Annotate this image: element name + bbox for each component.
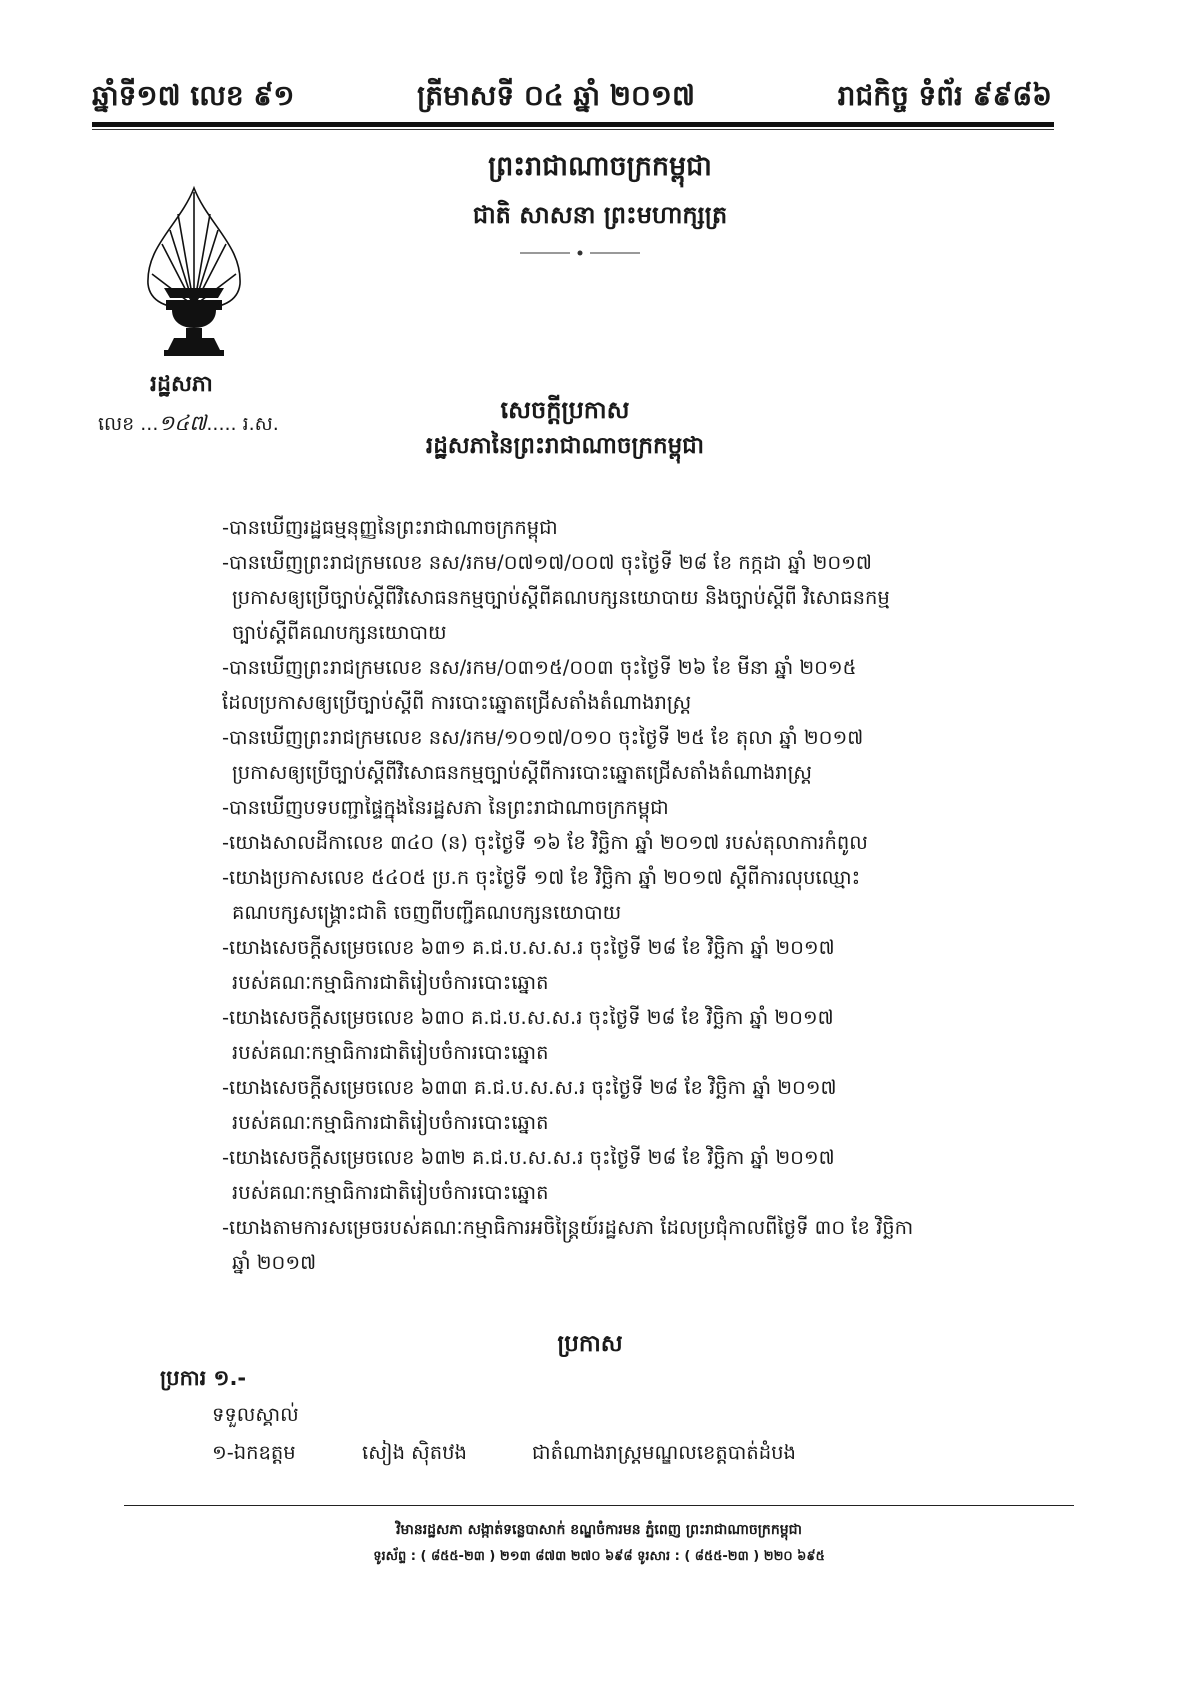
- footer-phones: ទូរស័ព្ទ : ( ៨៥៥-២៣ ) ២១៣ ៨៧៣ ២៧០ ៦៩៨ ទូរសារ : ( ៨៥៥-២៣ ) ២២០ ៦៩៥: [373, 1549, 825, 1564]
- header-year-issue: ឆ្នាំទី១៧ លេខ ៩១: [92, 79, 295, 112]
- ref-number-handwritten: ១៤៧: [158, 411, 207, 435]
- announcement-subtitle: រដ្ឋសភានៃព្រះរាជាណាចក្រកម្ពុជា: [425, 433, 705, 459]
- consideration-line: ដែលប្រកាសឲ្យប្រើច្បាប់ស្តីពី ការបោះឆ្នោតជ្រើសតាំងតំណាងរាស្ត្រ: [222, 691, 692, 714]
- considerations-list: [222, 510, 1022, 1280]
- header-rule-thin: [92, 129, 1054, 130]
- article-item: [212, 1440, 962, 1470]
- consideration-line: ប្រកាសឲ្យប្រើច្បាប់ស្តីពីវិសោធនកម្មច្បាប់ស្តីពីគណបក្សនយោបាយ និងច្បាប់ស្តីពី វិសោធនកម្ម: [232, 586, 890, 609]
- consideration-line: របស់គណៈកម្មាធិការជាតិរៀបចំការបោះឆ្នោត: [232, 971, 549, 994]
- consideration-line: ឆ្នាំ ២០១៧: [232, 1251, 317, 1274]
- announcement-title: សេចក្តីប្រកាស: [500, 396, 630, 424]
- consideration-line: -យោងសេចក្តីសម្រេចលេខ ៦៣១ គ.ជ.ប.ស.ស.រ ចុះថ្ងៃទី ២៨ ខែ វិច្ឆិកា ឆ្នាំ ២០១៧: [222, 936, 835, 959]
- consideration-line: -យោងសេចក្តីសម្រេចលេខ ៦៣៣ គ.ជ.ប.ស.ស.រ ចុះថ្ងៃទី ២៨ ខែ វិច្ឆិកា ឆ្នាំ ២០១៧: [222, 1076, 837, 1099]
- national-assembly-emblem-icon: [142, 184, 246, 360]
- header-rule-thick: [92, 122, 1054, 127]
- consideration-line: -យោងសេចក្តីសម្រេចលេខ ៦៣២ គ.ជ.ប.ស.ស.រ ចុះថ្ងៃទី ២៨ ខែ វិច្ឆិកា ឆ្នាំ ២០១៧: [222, 1146, 835, 1169]
- header-quarter: ត្រីមាសទី ០៤ ឆ្នាំ ២០១៧: [417, 79, 695, 112]
- consideration-line: របស់គណៈកម្មាធិការជាតិរៀបចំការបោះឆ្នោត: [232, 1181, 549, 1204]
- announce-heading: ប្រកាស: [557, 1331, 623, 1357]
- consideration-line: ច្បាប់ស្តីពីគណបក្សនយោបាយ: [232, 621, 447, 644]
- consideration-line: -យោងតាមការសម្រេចរបស់គណៈកម្មាធិការអចិន្ត្រៃយ៍រដ្ឋសភា ដែលប្រជុំកាលពីថ្ងៃទី ៣០ ខែ វិច្ឆិកា: [222, 1216, 914, 1239]
- footer-address: វិមានរដ្ឋសភា សង្កាត់ទន្លេបាសាក់ ខណ្ឌចំការមន ភ្នំពេញ ព្រះរាជាណាចក្រកម្ពុជា: [396, 1522, 802, 1538]
- article-label: ប្រការ ១.-: [160, 1366, 247, 1390]
- gazette-header: [92, 78, 1052, 118]
- motto-ornament-icon: [520, 248, 640, 258]
- consideration-line: -បានឃើញបទបញ្ជាផ្ទៃក្នុងនៃរដ្ឋសភា នៃព្រះរាជាណាចក្រកម្ពុជា: [222, 796, 669, 819]
- consideration-line: របស់គណៈកម្មាធិការជាតិរៀបចំការបោះឆ្នោត: [232, 1111, 549, 1134]
- kingdom-name: ព្រះរាជាណាចក្រកម្ពុជា: [488, 151, 712, 182]
- national-motto: ជាតិ សាសនា ព្រះមហាក្សត្រ: [472, 201, 728, 229]
- consideration-line: -បានឃើញព្រះរាជក្រមលេខ នស/រកម/០៧១៧/០០៧ ចុះថ្ងៃទី ២៨ ខែ កក្កដា ឆ្នាំ ២០១៧: [222, 551, 872, 574]
- consideration-line: -បានឃើញព្រះរាជក្រមលេខ នស/រកម/១០១៧/០១០ ចុះថ្ងៃទី ២៥ ខែ តុលា ឆ្នាំ ២០១៧: [222, 726, 864, 749]
- consideration-line: -យោងសេចក្តីសម្រេចលេខ ៦៣០ គ.ជ.ប.ស.ស.រ ចុះថ្ងៃទី ២៨ ខែ វិច្ឆិកា ឆ្នាំ ២០១៧: [222, 1006, 834, 1029]
- consideration-line: ប្រកាសឲ្យប្រើច្បាប់ស្តីពីវិសោធនកម្មច្បាប់ស្តីពីការបោះឆ្នោតជ្រើសតាំងតំណាងរាស្ត្រ: [232, 761, 812, 784]
- consideration-line: របស់គណៈកម្មាធិការជាតិរៀបចំការបោះឆ្នោត: [232, 1041, 549, 1064]
- consideration-line: -បានឃើញរដ្ឋធម្មនុញ្ញនៃព្រះរាជាណាចក្រកម្ពុជា: [222, 516, 558, 539]
- item-role: ជាតំណាងរាស្ត្រមណ្ឌលខេត្តបាត់ដំបង: [532, 1441, 796, 1464]
- consideration-line: -យោងប្រកាសលេខ ៥៤០៥ ប្រ.ក ចុះថ្ងៃទី ១៧ ខែ វិច្ឆិកា ឆ្នាំ ២០១៧ ស្តីពីការលុបឈ្មោះ: [222, 866, 861, 889]
- consideration-line: គណបក្សសង្គ្រោះជាតិ ចេញពីបញ្ជីគណបក្សនយោបាយ: [232, 901, 622, 924]
- header-page-number: រាជកិច្ច ទំព័រ ៩៩៨៦: [837, 79, 1052, 112]
- article-intro: ទទួលស្គាល់: [212, 1403, 299, 1426]
- consideration-line: -បានឃើញព្រះរាជក្រមលេខ នស/រកម/០៣១៥/០០៣ ចុះថ្ងៃទី ២៦ ខែ មីនា ឆ្នាំ ២០១៥: [222, 656, 857, 679]
- ref-prefix: លេខ: [98, 413, 135, 435]
- reference-number: លេខ ...១៤៧..... រ.ស.: [98, 411, 279, 435]
- footer-rule: [124, 1505, 1074, 1506]
- consideration-line: -យោងសាលដីកាលេខ ៣៤០ (ន) ចុះថ្ងៃទី ១៦ ខែ វិច្ឆិកា ឆ្នាំ ២០១៧ របស់តុលាការកំពូល: [222, 831, 868, 854]
- issuer-name: រដ្ឋសភា: [150, 372, 213, 397]
- item-person-name: សៀង ស៊ិតឋង: [362, 1441, 467, 1464]
- item-number: ១-ឯកឧត្តម: [212, 1441, 296, 1464]
- ref-suffix: រ.ស.: [242, 413, 279, 435]
